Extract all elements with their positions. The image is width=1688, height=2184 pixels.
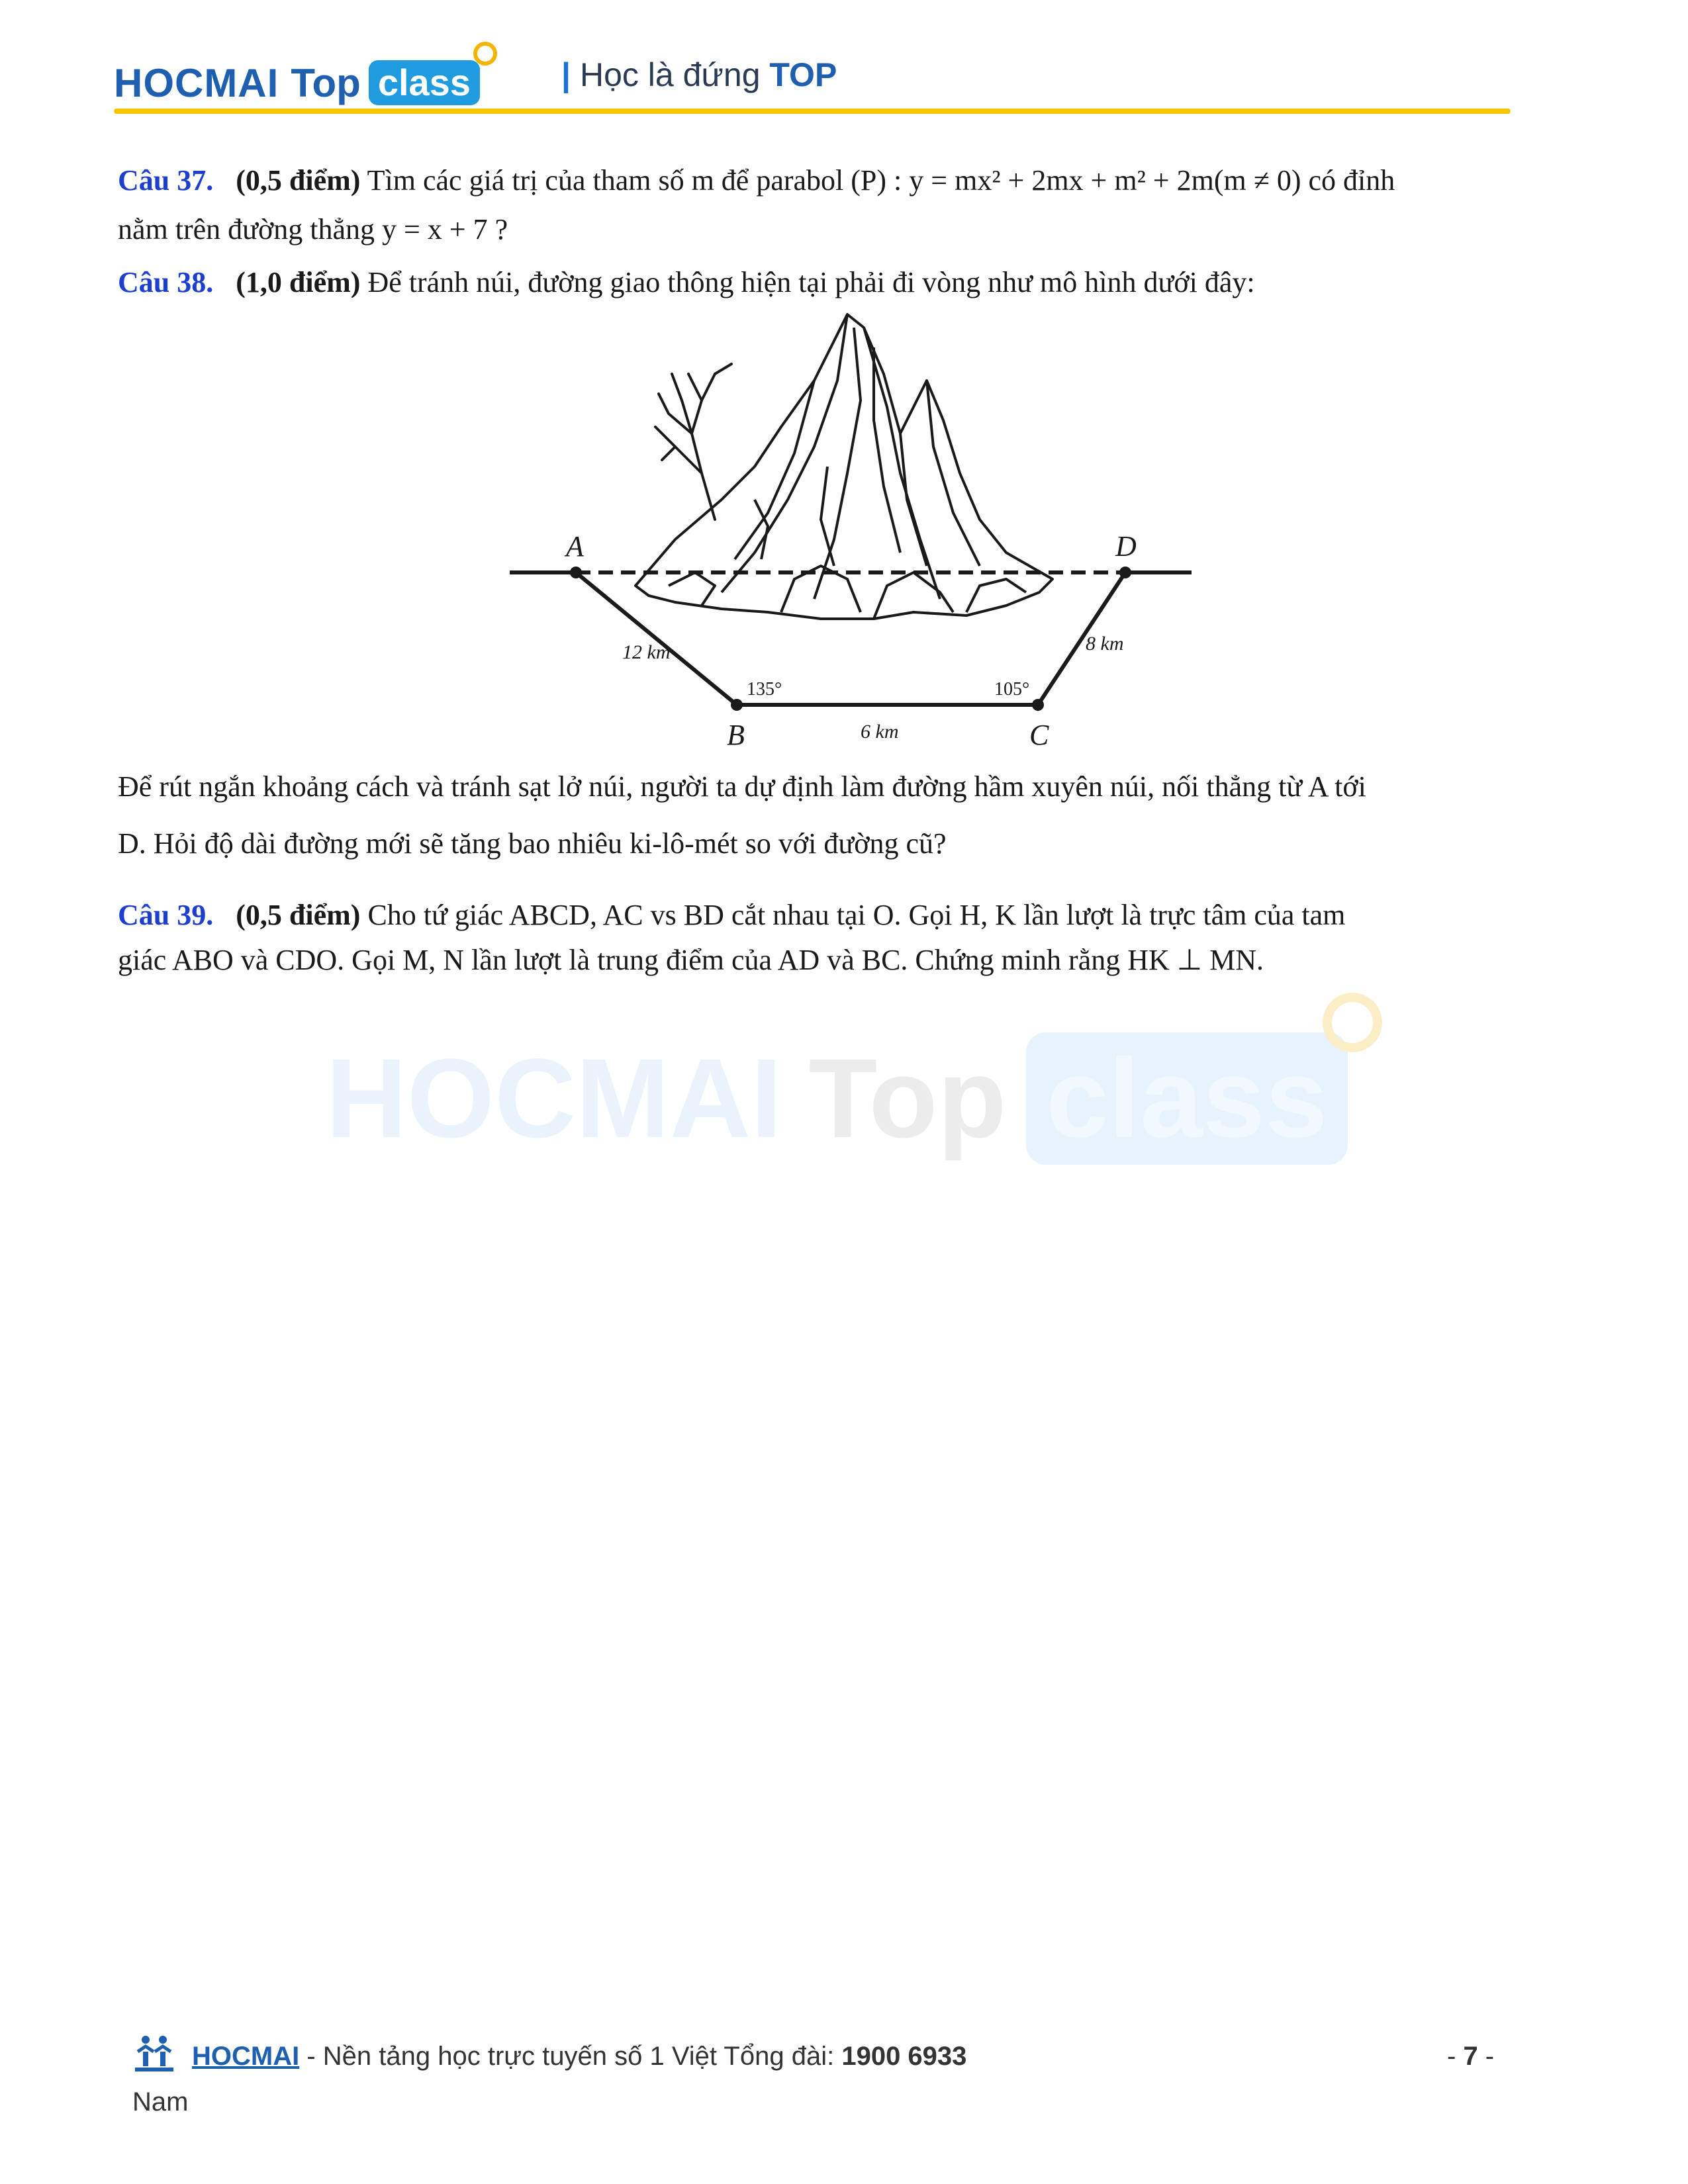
mountain-road-figure <box>503 301 1198 758</box>
logo-class-badge <box>369 60 480 105</box>
page-number-value: 7 <box>1463 2042 1478 2071</box>
label-cd-length: 8 km <box>1086 633 1124 655</box>
label-ab-length: 12 km <box>622 641 671 663</box>
tagline-top: TOP <box>769 56 837 93</box>
footer-phone: 1900 6933 <box>841 2042 967 2071</box>
label-bc-length: 6 km <box>861 721 899 743</box>
logo-class-text: class <box>377 62 471 103</box>
watermark-class: class <box>1046 1036 1328 1161</box>
q38-line1 <box>118 258 1568 307</box>
point-a-marker <box>570 567 582 578</box>
q37-text-line1: Tìm các giá trị của tham số m để parabol (P) : y = mx² + 2mx + m² + 2m(m ≠ 0) có đỉnh <box>367 164 1395 197</box>
q39-text-line1: Cho tứ giác ABCD, AC vs BD cắt nhau tại O. Gọi H, K lần lượt là trực tâm của tam <box>367 899 1346 931</box>
label-angle-c: 105° <box>994 679 1030 700</box>
logo-top-text: Top <box>291 60 361 105</box>
q39-score: (0,5 điểm) <box>236 899 361 931</box>
watermark-logo <box>326 1032 1348 1165</box>
tree-illustration <box>655 364 731 520</box>
q38-score: (1,0 điểm) <box>236 266 361 298</box>
point-b-marker <box>731 699 743 711</box>
q39-line2: giác ABO và CDO. Gọi M, N lần lượt là trung điểm của AD và BC. Chứng minh rằng HK ⊥ MN. <box>118 944 1264 976</box>
q37-label: Câu 37. <box>118 164 214 197</box>
page-number: - 7 - <box>1447 2042 1495 2071</box>
header-divider <box>114 109 1511 114</box>
watermark-class-badge <box>1026 1032 1347 1165</box>
watermark-top: Top <box>808 1036 1007 1161</box>
q38-after-line1: Để rút ngắn khoảng cách và tránh sạt lở núi, người ta dự định làm đường hầm xuyên núi, nối thẳng từ A tới <box>118 770 1366 803</box>
footer-brand-link[interactable]: HOCMAI <box>192 2042 300 2071</box>
footer-nam: Nam <box>132 2087 189 2116</box>
label-b: B <box>727 719 745 751</box>
header-tagline <box>561 56 837 94</box>
tagline-bar-icon: | <box>561 56 571 93</box>
q39-line1 <box>118 891 1568 940</box>
q39-label: Câu 39. <box>118 899 214 931</box>
hocmai-footer-icon <box>131 2032 177 2078</box>
watermark-hocmai: HOCMAI <box>326 1036 782 1161</box>
label-a: A <box>566 530 584 563</box>
q37-line2: nằm trên đường thẳng y = x + 7 ? <box>118 213 508 246</box>
q38-text-line1: Để tránh núi, đường giao thông hiện tại phải đi vòng như mô hình dưới đây: <box>367 266 1255 298</box>
watermark-sun-icon <box>1323 993 1382 1052</box>
footer-description: - Nền tảng học trực tuyến số 1 Việt Tổng đài: <box>299 2042 842 2071</box>
footer-text <box>192 2042 966 2071</box>
q37-line1 <box>118 156 1568 205</box>
sun-icon <box>473 42 497 66</box>
tagline-prefix: Học là đứng <box>580 56 761 93</box>
q38-after-line2: D. Hỏi độ dài đường mới sẽ tăng bao nhiêu ki-lô-mét so với đường cũ? <box>118 827 947 860</box>
label-c: C <box>1029 719 1049 751</box>
logo-hocmai-text: HOCMAI <box>114 60 279 105</box>
point-d-marker <box>1119 567 1131 578</box>
point-c-marker <box>1032 699 1044 711</box>
label-d: D <box>1115 530 1137 563</box>
label-angle-b: 135° <box>747 679 782 700</box>
q37-score: (0,5 điểm) <box>236 164 361 197</box>
q38-label: Câu 38. <box>118 266 214 298</box>
